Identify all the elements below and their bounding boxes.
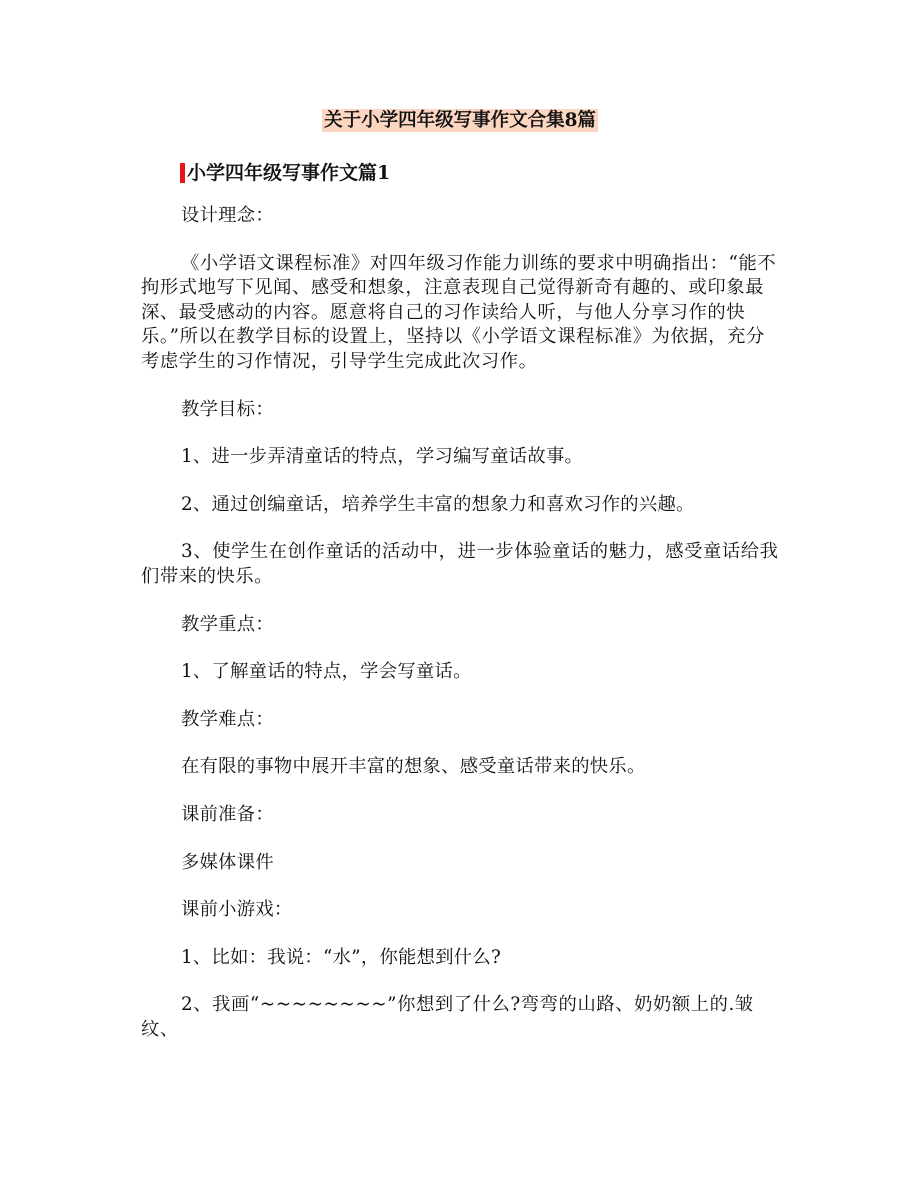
document-body: [141, 204, 783, 1065]
paragraph-design-concept-label: 设计理念：: [181, 205, 274, 226]
paragraph-game-2: 2、我画“~~~~~~~~”你想到了什么?弯弯的山路、奶奶额上的.皱纹、: [141, 994, 754, 1040]
paragraph-goal-3: 3、使学生在创作童话的活动中，进一步体验童话的魅力，感受童话给我们带来的快乐。: [141, 541, 779, 587]
document-title: [0, 108, 920, 134]
section-heading: [180, 160, 390, 186]
paragraph-goal-2: 2、通过创编童话，培养学生丰富的想象力和喜欢习作的兴趣。: [181, 493, 695, 515]
paragraph-difficulties-label: 教学难点：: [181, 708, 274, 730]
paragraph-preparation-label: 课前准备：: [181, 803, 274, 825]
paragraph-design-concept: 《小学语文课程标准》对四年级习作能力训练的要求中明确指出：“能不拘形式地写下见闻、感受和想象，注意表现自己觉得新奇有趣的、或印象最深、最受感动的内容。愿意将自己的习作读给人听，与他人分享习作的快乐。”所以在教学目标的设置上，坚持以《小学语文课程标准》为依据，充分考虑学生的习作情况，引导学生完成此次习作。: [141, 252, 777, 372]
paragraph-difficulty: 在有限的事物中展开丰富的想象、感受童话带来的快乐。: [181, 756, 646, 778]
paragraph-teaching-goals-label: 教学目标：: [181, 398, 274, 420]
paragraph-key-points-label: 教学重点：: [181, 613, 274, 635]
paragraph-goal-1: 1、进一步弄清童话的特点，学习编写童话故事。: [181, 446, 584, 468]
document-title-text: 关于小学四年级写事作文合集8篇: [324, 110, 596, 131]
paragraph-preparation: 多媒体课件: [181, 851, 274, 873]
paragraph-game-1: 1、比如：我说：“水”，你能想到什么?: [181, 946, 502, 968]
paragraph-warmup-game-label: 课前小游戏：: [181, 899, 293, 921]
heading-marker-bar: [180, 163, 185, 183]
section-heading-text: 小学四年级写事作文篇1: [187, 162, 391, 184]
paragraph-key-point-1: 1、了解童话的特点，学会写童话。: [181, 661, 472, 683]
